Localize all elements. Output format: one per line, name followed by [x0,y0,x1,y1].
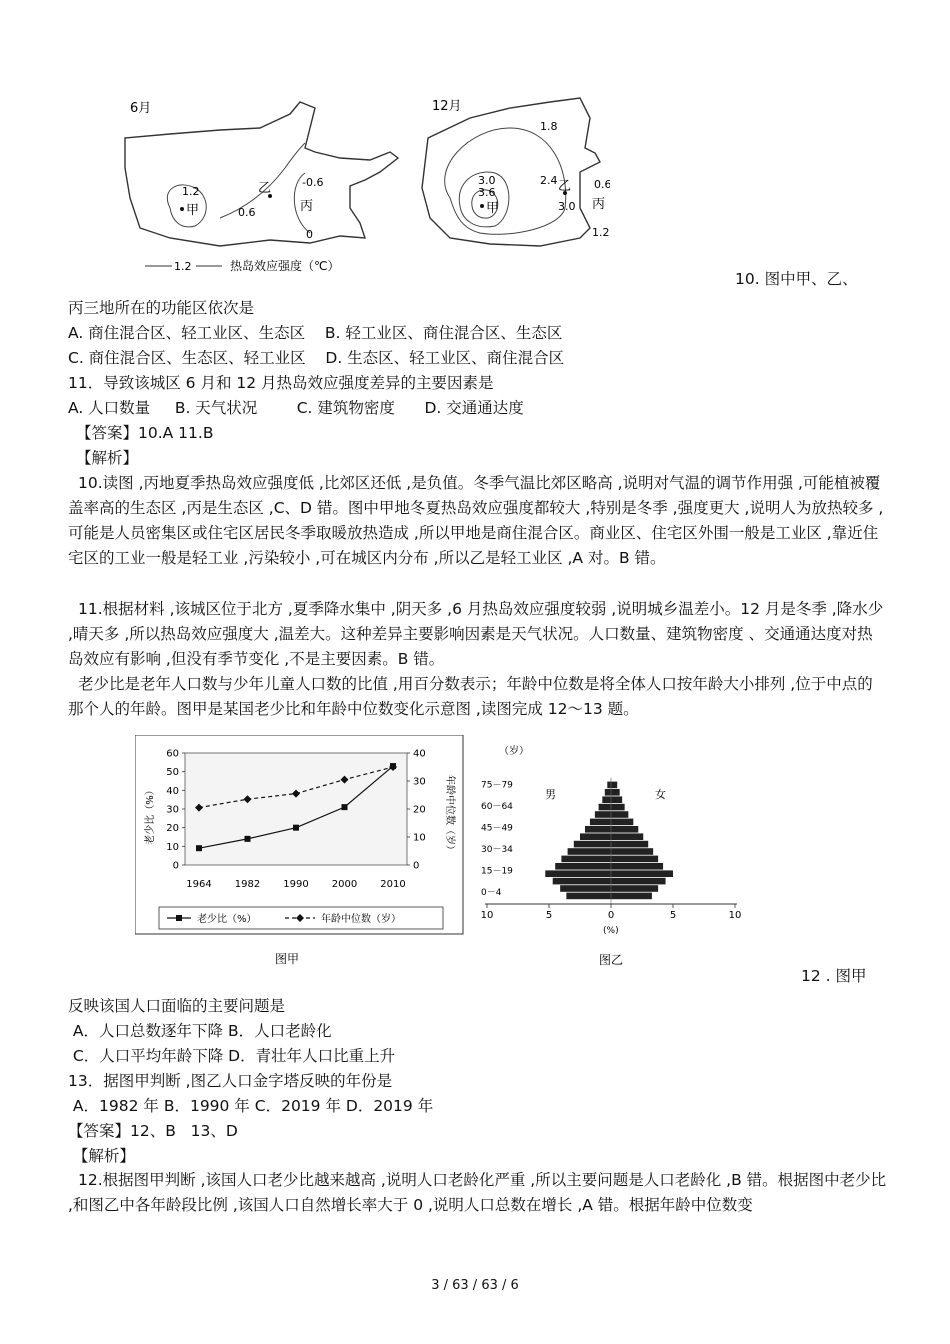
pyramid-age-label: 45－49 [481,823,513,834]
pyramid-bar-female [611,841,648,848]
q10-stem: 丙三地所在的功能区依次是 [68,299,255,317]
x-tick: 1990 [283,879,309,890]
pyramid-age-unit: （岁） [499,746,529,757]
point-old-young-ratio [245,836,251,842]
pyramid-bar-female [611,848,653,855]
q12-options-2: C．人口平均年龄下降 D．青壮年人口比重上升 [68,1047,396,1065]
dec-outline [422,98,600,246]
pyramid-bar-female [611,893,652,900]
analysis-label-1: 【解析】 [76,449,139,467]
june-label: 丙 [300,199,314,214]
legend-a: 老少比（%） [197,914,257,925]
june-jia-point [180,207,184,211]
pyramid-bar-male [560,885,611,892]
dec-title: 12月 [432,99,462,114]
y-label-left: 老少比（%） [145,785,156,845]
pyramid-bar-female [611,856,658,863]
pyramid-bar-female [611,826,638,833]
pyramid-x-tick: 0 [607,910,615,921]
june-label: 0 [306,228,313,241]
pyramid-x-tick: 10 [480,910,494,921]
dec-label: 丙 [592,197,606,212]
q13-stem: 13．据图甲判断 ,图乙人口金字塔反映的年份是 [68,1072,393,1090]
page-footer: 3 / 63 / 63 / 6 [431,1278,519,1293]
q11-stem: 11．导致该城区 6 月和 12 月热岛效应强度差异的主要因素是 [68,374,494,392]
y-tick-left: 10 [166,841,179,853]
pyramid-title: 图乙 [599,953,624,967]
explain-10: 10.读图 ,丙地夏季热岛效应强度低 ,比郊区还低 ,是负值。冬季气温比郊区略高 ,说明对气温的调节作用强 ,可能植被覆盖率高的生态区 ,丙是生态区 ,C、D 错。图中甲地冬夏热岛效应强度都较大 ,特别是冬季 ,强度更大 ,说明人为放热较多 ,可能是人员密集区或住宅区居民冬季取暖放热造成 ,所以甲地是商住混合区。商业区、住宅区外围一般是工业区 ,靠近住宅区的工业一般是轻工业 ,污染较小 ,可在城区内分布 ,所以乙是轻工业区 ,A 对。B 错。 [68,474,884,567]
pyramid-x-unit: (%) [603,926,619,936]
legend-value: 1.2 [174,260,192,273]
pyramid-age-label: 75－79 [481,780,513,791]
y-tick-left: 60 [166,748,179,760]
dec-jia-point [480,204,484,208]
y-tick-right: 40 [413,748,426,760]
pyramid-bar-female [611,885,658,892]
pyramid-bar-female [611,789,620,796]
pyramid-bar-male [561,856,611,863]
y-tick-left: 30 [166,804,179,816]
q11-options: A. 人口数量 B. 天气状况 C. 建筑物密度 D. 交通通达度 [68,399,524,417]
q10-options-2: C. 商住混合区、生态区、轻工业区 D. 生态区、轻工业区、商住混合区 [68,349,565,367]
pyramid-svg [475,740,755,975]
june-label: -0.6 [302,176,324,189]
june-label: 乙 [258,181,272,196]
intro-12-13: 老少比是老年人口数与少年儿童人口数的比值 ,用百分数表示；年龄中位数是将全体人口按年龄大小排列 ,位于中点的那个人的年龄。图甲是某国老少比和年龄中位数变化示意图 ,读图完成 12～13 题。 [68,675,873,718]
point-old-young-ratio [196,845,202,851]
pyramid-bar-male [580,833,611,840]
y-tick-right: 30 [413,776,426,788]
june-title: 6月 [130,101,152,116]
q12-options-1: A．人口总数逐年下降 B．人口老龄化 [68,1022,332,1040]
pyramid-age-label: 0－4 [481,888,502,899]
june-label: 1.2 [182,185,200,198]
pyramid-age-label: 15－19 [481,866,513,877]
pyramid-bar-female [611,833,643,840]
q12-stem-tail: 12 . 图甲 [801,967,867,985]
pyramid-bar-female [611,811,628,818]
explain-11: 11.根据材料 ,该城区位于北方 ,夏季降水集中 ,阴天多 ,6 月热岛效应强度较弱 ,说明城乡温差小。12 月是冬季 ,降水少 ,晴天多 ,所以热岛效应强度大 ,温差大。这种差异主要影响因素是天气状况。人口数量、建筑物密度 、交通通达度对热岛效应有影响 ,但没有季节变化 ,不是主要因素。B 错。 [68,600,884,668]
chart-svg [135,735,465,970]
pyramid-age-label: 30－34 [481,845,513,856]
pyramid-x-tick: 5 [669,910,677,921]
pyramid-bar-male [553,878,611,885]
pyramid-x-tick: 5 [545,910,553,921]
legend-text: 热岛效应强度（℃） [230,259,340,273]
pyramid-bar-male [568,848,611,855]
heat-island-maps [110,88,610,283]
june-outline [125,102,398,246]
heat-island-maps-svg [110,88,610,283]
pyramid-bar-female [611,782,617,789]
y-tick-right: 0 [413,860,420,872]
dec-label: 1.8 [540,120,558,133]
x-tick: 1964 [186,879,212,890]
q12-stem: 反映该国人口面临的主要问题是 [68,997,286,1015]
dec-label: 3.6 [478,186,496,199]
pyramid-bar-male [555,863,611,870]
dec-label: 3.0 [558,200,576,213]
pyramid-bar-female [611,796,622,803]
dec-label: 1.2 [592,226,610,239]
pyramid-bar-male [599,804,611,811]
pyramid-bar-male [590,819,611,826]
analysis-label-2: 【解析】 [68,1147,135,1165]
y-tick-left: 50 [166,767,179,779]
x-tick: 2010 [380,879,406,890]
y-tick-right: 10 [413,832,426,844]
pyramid-bar-male [585,826,611,833]
pyramid-bar-female [611,878,666,885]
dec-label: 2.4 [540,174,558,187]
explain-12: 12.根据图甲判断 ,该国人口老少比越来越高 ,说明人口老龄化严重 ,所以主要问题是人口老龄化 ,B 错。根据图中老少比 ,和图乙中各年龄段比例 ,该国人口自然增长率大于 0 ,说明人口总数在增长 ,A 错。根据年龄中位数变 [68,1171,887,1214]
figure-yi [475,740,755,975]
q10-options-1: A. 商住混合区、轻工业区、生态区 B. 轻工业区、商住混合区、生态区 [68,324,563,342]
pyramid-bar-male [566,893,611,900]
y-tick-left: 20 [166,823,179,835]
pyramid-female: 女 [655,788,666,801]
y-tick-right: 20 [413,804,426,816]
point-old-young-ratio [342,804,348,810]
pyramid-bar-male [607,782,611,789]
june-label: 甲 [186,203,200,218]
june-label: 0.6 [238,206,256,219]
pyramid-bar-male [602,796,611,803]
pyramid-bar-male [574,841,611,848]
pyramid-bar-female [611,870,673,877]
pyramid-bar-female [611,819,633,826]
pyramid-bar-male [605,789,611,796]
q13-options: A．1982 年 B．1990 年 C．2019 年 D．2019 年 [68,1097,434,1115]
dec-label: 甲 [486,201,500,216]
dec-label: 乙 [558,179,572,194]
pyramid-male: 男 [545,788,556,801]
x-tick: 2000 [331,879,358,890]
pyramid-bar-female [611,863,663,870]
legend-a-marker [176,915,182,921]
figure-jia [135,735,465,970]
pyramid-bar-female [611,804,625,811]
pyramid-bar-male [545,870,611,877]
y-label-right: 年龄中位数（岁） [444,775,455,855]
chart-title: 图甲 [275,952,300,966]
answer-10-11: 【答案】10.A 11.B [76,424,214,442]
legend-b: 年龄中位数（岁） [321,914,401,925]
x-tick: 1982 [234,879,261,890]
pyramid-bar-male [595,811,611,818]
plot-area [185,753,407,865]
dec-label: 0.6 [594,178,610,191]
answer-12-13: 【答案】12、B 13、D [68,1122,238,1140]
point-old-young-ratio [293,825,299,831]
q10-stem-tail: 10. 图中甲、乙、 [735,270,858,288]
pyramid-x-tick: 10 [728,910,742,921]
y-tick-left: 40 [166,785,179,797]
pyramid-age-label: 60－64 [481,802,513,813]
y-tick-left: 0 [172,860,179,872]
dec-label: 3.0 [478,174,496,187]
